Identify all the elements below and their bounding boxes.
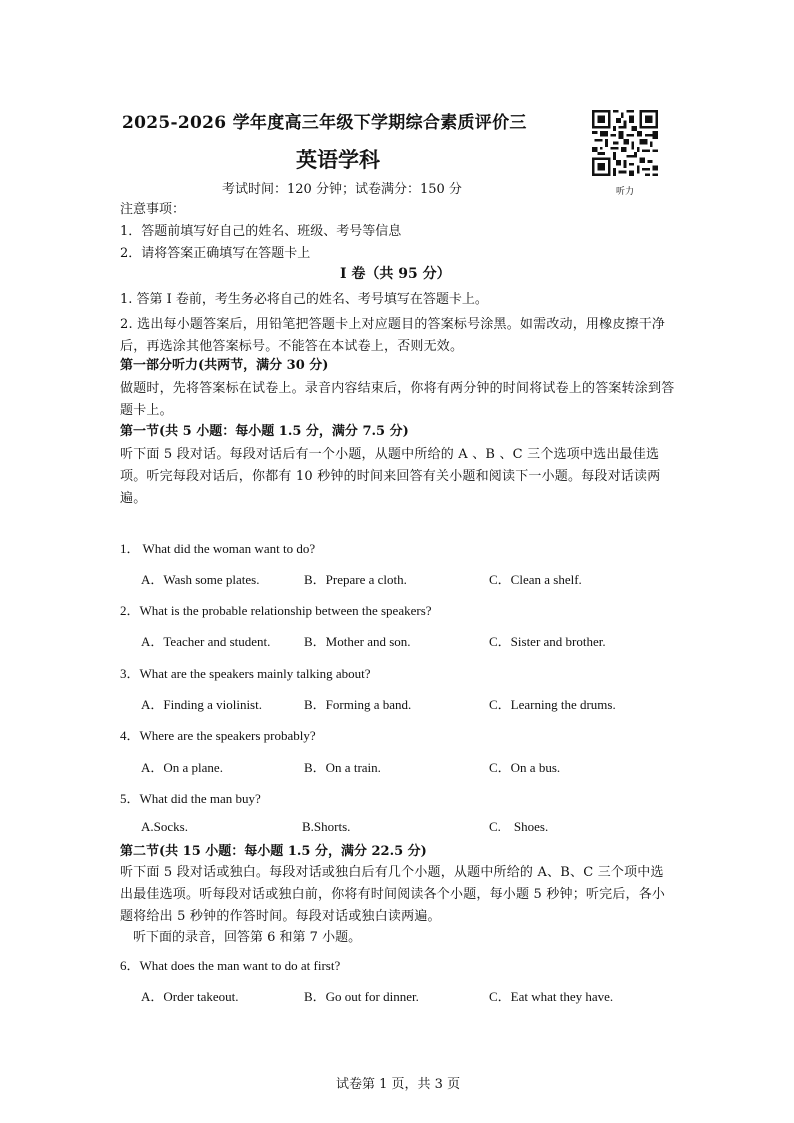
section1-title: 第一节(共 5 小题：每小题 1.5 分，满分 7.5 分)	[120, 424, 409, 439]
question-option: C．Sister and brother.	[489, 634, 606, 649]
question-option: A．Teacher and student.	[141, 634, 271, 649]
question-stem: 5．What did the man buy?	[120, 791, 261, 806]
question-stem: 6．What does the man want to do at first?	[120, 958, 341, 973]
question-option: B.Shorts.	[302, 819, 351, 834]
question-option: C．Clean a shelf.	[489, 572, 582, 587]
notes-item: 1．答题前填写好自己的姓名、班级、考号等信息	[120, 224, 402, 239]
notes-item: 2．请将答案正确填写在答题卡上	[120, 246, 311, 261]
question-stem: 3．What are the speakers mainly talking about?	[120, 666, 371, 681]
question-option: A．Wash some plates.	[141, 572, 260, 587]
question-option: B．On a train.	[304, 760, 381, 775]
exam-info: 考试时间：120 分钟；试卷满分：150 分	[222, 182, 462, 197]
question-stem: 4．Where are the speakers probably?	[120, 728, 316, 743]
page-footer: 试卷第 1 页，共 3 页	[336, 1077, 461, 1092]
section2-listen-prompt: 听下面的录音，回答第 6 和第 7 小题。	[133, 930, 362, 945]
notes-heading: 注意事项：	[120, 202, 186, 217]
question-stem: 1． What did the woman want to do?	[120, 541, 316, 556]
question-option: A．On a plane.	[141, 760, 223, 775]
question-option: B．Mother and son.	[304, 634, 411, 649]
volume-title: I 卷（共 95 分）	[340, 266, 451, 282]
qr-code-image	[592, 110, 658, 176]
section2-title: 第二节(共 15 小题：每小题 1.5 分，满分 22.5 分)	[120, 844, 427, 859]
subject-title: 英语学科	[296, 147, 380, 172]
question-option: B．Prepare a cloth.	[304, 572, 407, 587]
volume-instruction: 1. 答第 I 卷前，考生务必将自己的姓名、考号填写在答题卡上。	[120, 292, 488, 307]
section1-description: 听下面 5 段对话。每段对话后有一个小题，从题中所给的 A 、B 、C 三个选项中选出最佳选项。听完每段对话后，你都有 10 秒钟的时间来回答有关小题和阅读下一小题。每段对话读两遍。	[120, 447, 661, 506]
question-option: A．Finding a violinist.	[141, 697, 262, 712]
part1-description: 做题时，先将答案标在试卷上。录音内容结束后，你将有两分钟的时间将试卷上的答案转涂到答题卡上。	[120, 381, 675, 418]
exam-title: 2025-2026 学年度高三年级下学期综合素质评价三	[122, 113, 527, 133]
question-option: C. Shoes.	[489, 819, 549, 834]
volume-instruction: 2. 选出每小题答案后，用铅笔把答题卡上对应题目的答案标号涂黑。如需改动，用橡皮擦干净后，再选涂其他答案标号。不能答在本试卷上，否则无效。	[120, 317, 666, 354]
part1-title: 第一部分听力(共两节，满分 30 分)	[120, 358, 329, 373]
question-option: A.Socks.	[141, 819, 188, 834]
question-option: B．Forming a band.	[304, 697, 412, 712]
section2-description: 听下面 5 段对话或独白。每段对话或独白后有几个小题，从题中所给的 A、B、C 三个项中选出最佳选项。听每段对话或独白前，你将有时间阅读各个小题，每小题 5 秒钟；听完后，各小题将给出 5 秒钟的作答时间。每段对话或独白读两遍。	[120, 865, 666, 924]
question-option: B．Go out for dinner.	[304, 989, 419, 1004]
question-option: C．Learning the drums.	[489, 697, 616, 712]
question-option: A．Order takeout.	[141, 989, 239, 1004]
question-option: C．On a bus.	[489, 760, 561, 775]
qr-label: 听力	[616, 187, 635, 197]
question-option: C．Eat what they have.	[489, 989, 614, 1004]
question-stem: 2．What is the probable relationship between the speakers?	[120, 603, 432, 618]
